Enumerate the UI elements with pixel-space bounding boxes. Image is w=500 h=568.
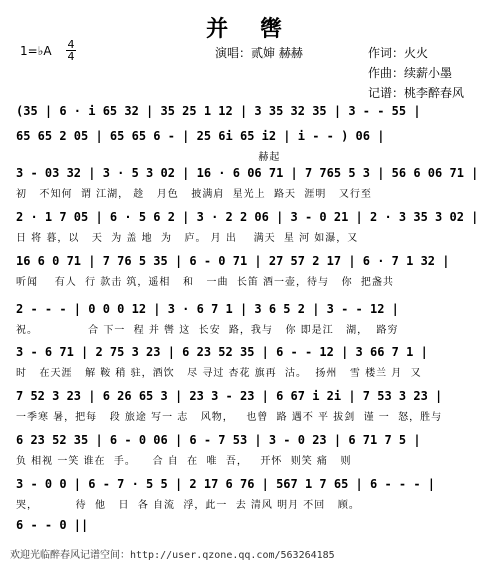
song-title: 并 辔: [206, 16, 294, 42]
footer-label: 欢迎光临醉春风记谱空间：: [10, 550, 130, 561]
notes-line: 3 - 6 71 | 2 75 3 23 | 6 23 52 35 | 6 - - 12 | 3 66 7 1 |: [16, 345, 428, 359]
score-row: [16, 254, 484, 290]
lyrics-line: 负 相视 一笑 谁在 手。 合 自 在 唯 吾， 开怀 则笑 痛 则: [16, 456, 352, 467]
composer-credit: 作曲：续薪小墨: [368, 66, 453, 80]
score-row: [16, 345, 484, 381]
lyrics-line: 哭， 待 他 日 各 自流 浮，此一 去 清风 明月 不回 顾。: [16, 500, 360, 511]
notes-line: 3 - 03 32 | 3 · 5 3 02 | 16 · 6 06 71 | 7 765 5 3 | 56 6 06 71 |: [16, 166, 479, 180]
notation-credit: 记谱：桃李醉春风: [368, 86, 465, 100]
notes-line: 6 23 52 35 | 6 - 0 06 | 6 - 7 53 | 3 - 0 23 | 6 71 7 5 |: [16, 433, 421, 447]
score-row: [16, 433, 484, 469]
notes-line: 3 - 0 0 | 6 - 7 · 5 5 | 2 17 6 76 | 567 1 7 65 | 6 - - - |: [16, 477, 436, 491]
score-row: [16, 389, 484, 425]
score-row: [16, 302, 484, 338]
lyrics-line: 日 将 暮，以 天 为 盖 地 为 庐。 月 出 满天 星 河 如瀑，又: [16, 233, 359, 244]
notes-line: 7 52 3 23 | 6 26 65 3 | 23 3 - 23 | 6 67 i 2i | 7 53 3 23 |: [16, 389, 443, 403]
lyrics-line: 时 在天涯 解 鞍 稍 驻，酒饮 尽 寻过 杏花 旗再 沽。 扬州 雪 楼兰 月 又: [16, 368, 422, 379]
notes-line: 2 - - - | 0 0 0 12 | 3 · 6 7 1 | 3 6 5 2 | 3 - - 12 |: [16, 302, 399, 316]
time-signature-bottom: 4: [67, 50, 75, 63]
lyrics-line: 听闻 有人 行 款击 筑，遥相 和 一曲 长笛 酒一壶，待与 你 把盏共: [16, 277, 394, 288]
footer-url[interactable]: http://user.qzone.qq.com/563264185: [130, 550, 335, 561]
time-signature-top: 4: [67, 38, 75, 51]
key-signature: 1=♭A: [20, 44, 52, 58]
score-row: [16, 129, 484, 165]
notes-line: 16 6 0 71 | 7 76 5 35 | 6 - 0 71 | 27 57 2 17 | 6 · 7 1 32 |: [16, 254, 450, 268]
lyrics-line: 祝。 合 下一 程 并 辔 这 长安 路，我与 你 即是江 湖， 路穷: [16, 325, 399, 336]
lyrics-line: 一季寒 暑，把每 段 旅途 写一 志 风物， 也曾 路 遇不 平 拔剑 谨 一 怒，胜与: [16, 412, 443, 423]
lyrics-line: 赫起: [16, 152, 281, 163]
notes-line: (35 | 6 · i 65 32 | 35 25 1 12 | 3 35 32 35 | 3 - - 55 |: [16, 104, 421, 118]
notes-line: 6 - - 0 ||: [16, 518, 89, 532]
score-row: [16, 210, 484, 246]
score-row: [16, 166, 484, 202]
time-signature: [66, 39, 76, 62]
notes-line: 2 · 1 7 05 | 6 · 5 6 2 | 3 · 2 2 06 | 3 - 0 21 | 2 · 3 35 3 02 |: [16, 210, 479, 224]
singer-credit: 演唱：贰婶 赫赫: [215, 46, 303, 60]
notes-line: 65 65 2 05 | 65 65 6 - | 25 6i 65 i2 | i - - ) 06 |: [16, 129, 385, 143]
lyricist-credit: 作词：火火: [368, 46, 429, 60]
footer: [10, 546, 335, 561]
score-row: [16, 477, 484, 513]
lyrics-line: 初 不知何 谓 江湖， 趁 月色 披满肩 星光上 路天 涯明 又行至: [16, 189, 372, 200]
